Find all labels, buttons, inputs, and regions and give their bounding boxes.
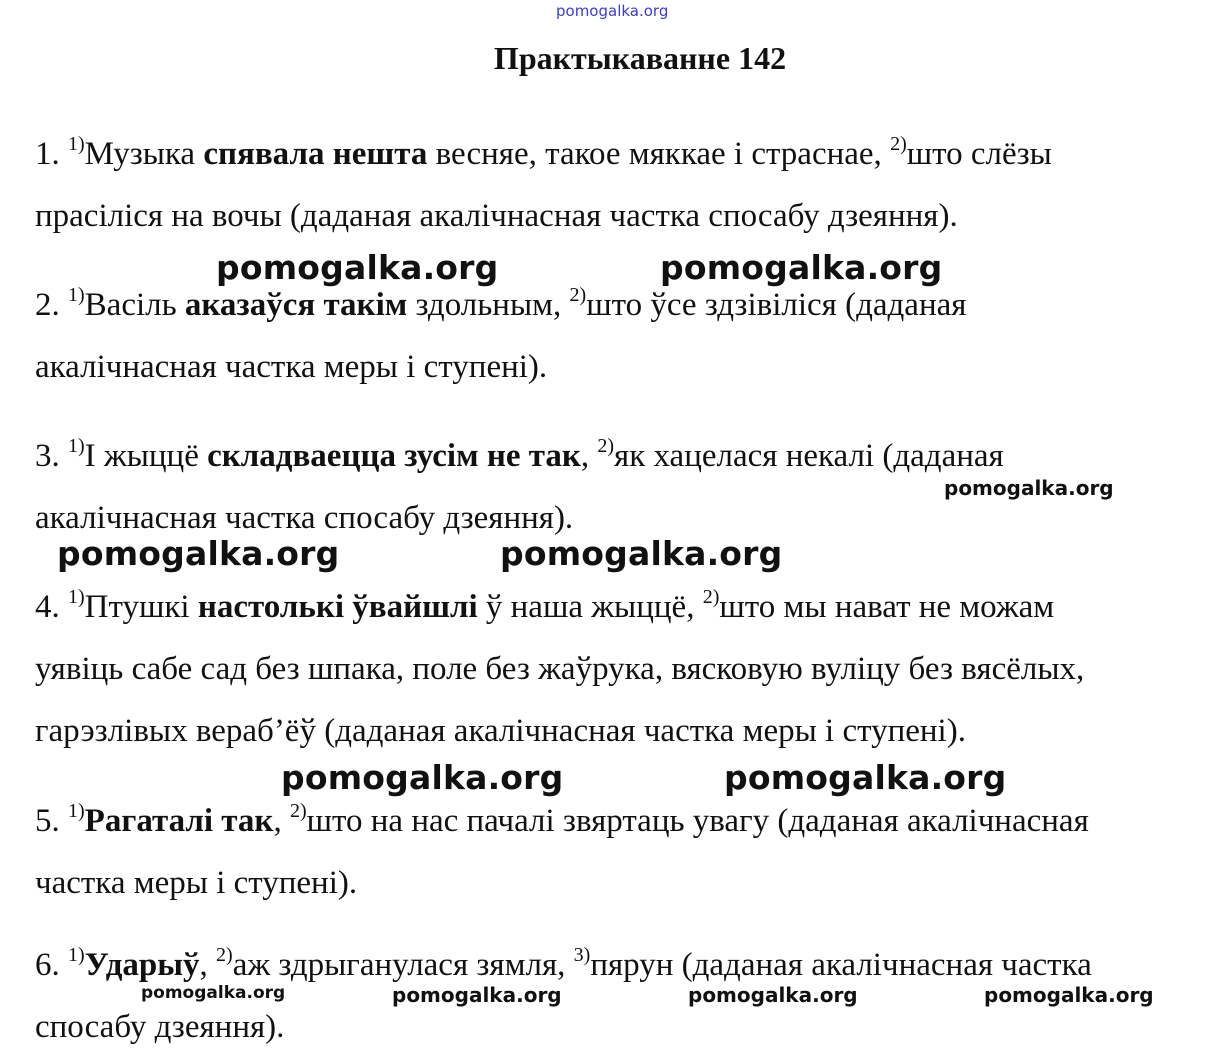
item-4-line-2: уявіць сабе сад без шпака, поле без жаўрука, вясковую вуліцу без вясёлых, [35, 651, 1085, 687]
item-2-line-1: 2. $^{1)}$Васіль аказаўся такім здольным, $^{2)}$што ўсе здзівіліся (даданая [35, 284, 967, 323]
item-5-line-2: частка меры і ступені). [35, 865, 358, 901]
watermark-top: pomogalka.org [556, 2, 669, 20]
watermark: pomogalka.org [57, 534, 340, 573]
watermark: pomogalka.org [281, 758, 564, 797]
watermark: pomogalka.org [392, 983, 562, 1007]
item-6-line-2: спосабу дзеяння). [35, 1009, 285, 1045]
page-title: Практыкаванне 142 [493, 40, 787, 76]
watermark: pomogalka.org [660, 248, 943, 287]
item-1-line-1: 1. $^{1)}$Музыка спявала нешта весняе, такое мяккае і страснае, $^{2)}$што слёзы [35, 133, 1052, 172]
item-3-line-2: акалічнасная частка спосабу дзеяння). [35, 500, 574, 536]
item-2-line-2: акалічнасная частка меры і ступені). [35, 349, 548, 385]
item-6-line-1: 6. $^{1)}$Ударыў, $^{2)}$аж здрыганулася зямля, $^{3)}$пярун (даданая акалічнасная частка [35, 944, 1092, 983]
watermark: pomogalka.org [724, 758, 1007, 797]
watermark: pomogalka.org [688, 983, 858, 1007]
item-4-line-3: гарэзлівых вераб’ёў (даданая акалічнасная частка меры і ступені). [35, 713, 966, 749]
watermark: pomogalka.org [500, 534, 783, 573]
watermark: pomogalka.org [216, 248, 499, 287]
item-1-line-2: прасіліся на вочы (даданая акалічнасная частка спосабу дзеяння). [35, 198, 958, 234]
watermark: pomogalka.org [944, 476, 1114, 500]
watermark: pomogalka.org [984, 983, 1154, 1007]
watermark: pomogalka.org [141, 983, 286, 1003]
item-5-line-1: 5. $^{1)}$Рагаталі так, $^{2)}$што на нас пачалі звяртаць увагу (даданая акалічнасная [35, 800, 1089, 839]
item-3-line-1: 3. $^{1)}$І жыццё складваецца зусім не так, $^{2)}$як хацелася некалі (даданая [35, 435, 1004, 474]
item-4-line-1: 4. $^{1)}$Птушкі настолькі ўвайшлі ў наша жыццё, $^{2)}$што мы нават не можам [35, 586, 1055, 625]
